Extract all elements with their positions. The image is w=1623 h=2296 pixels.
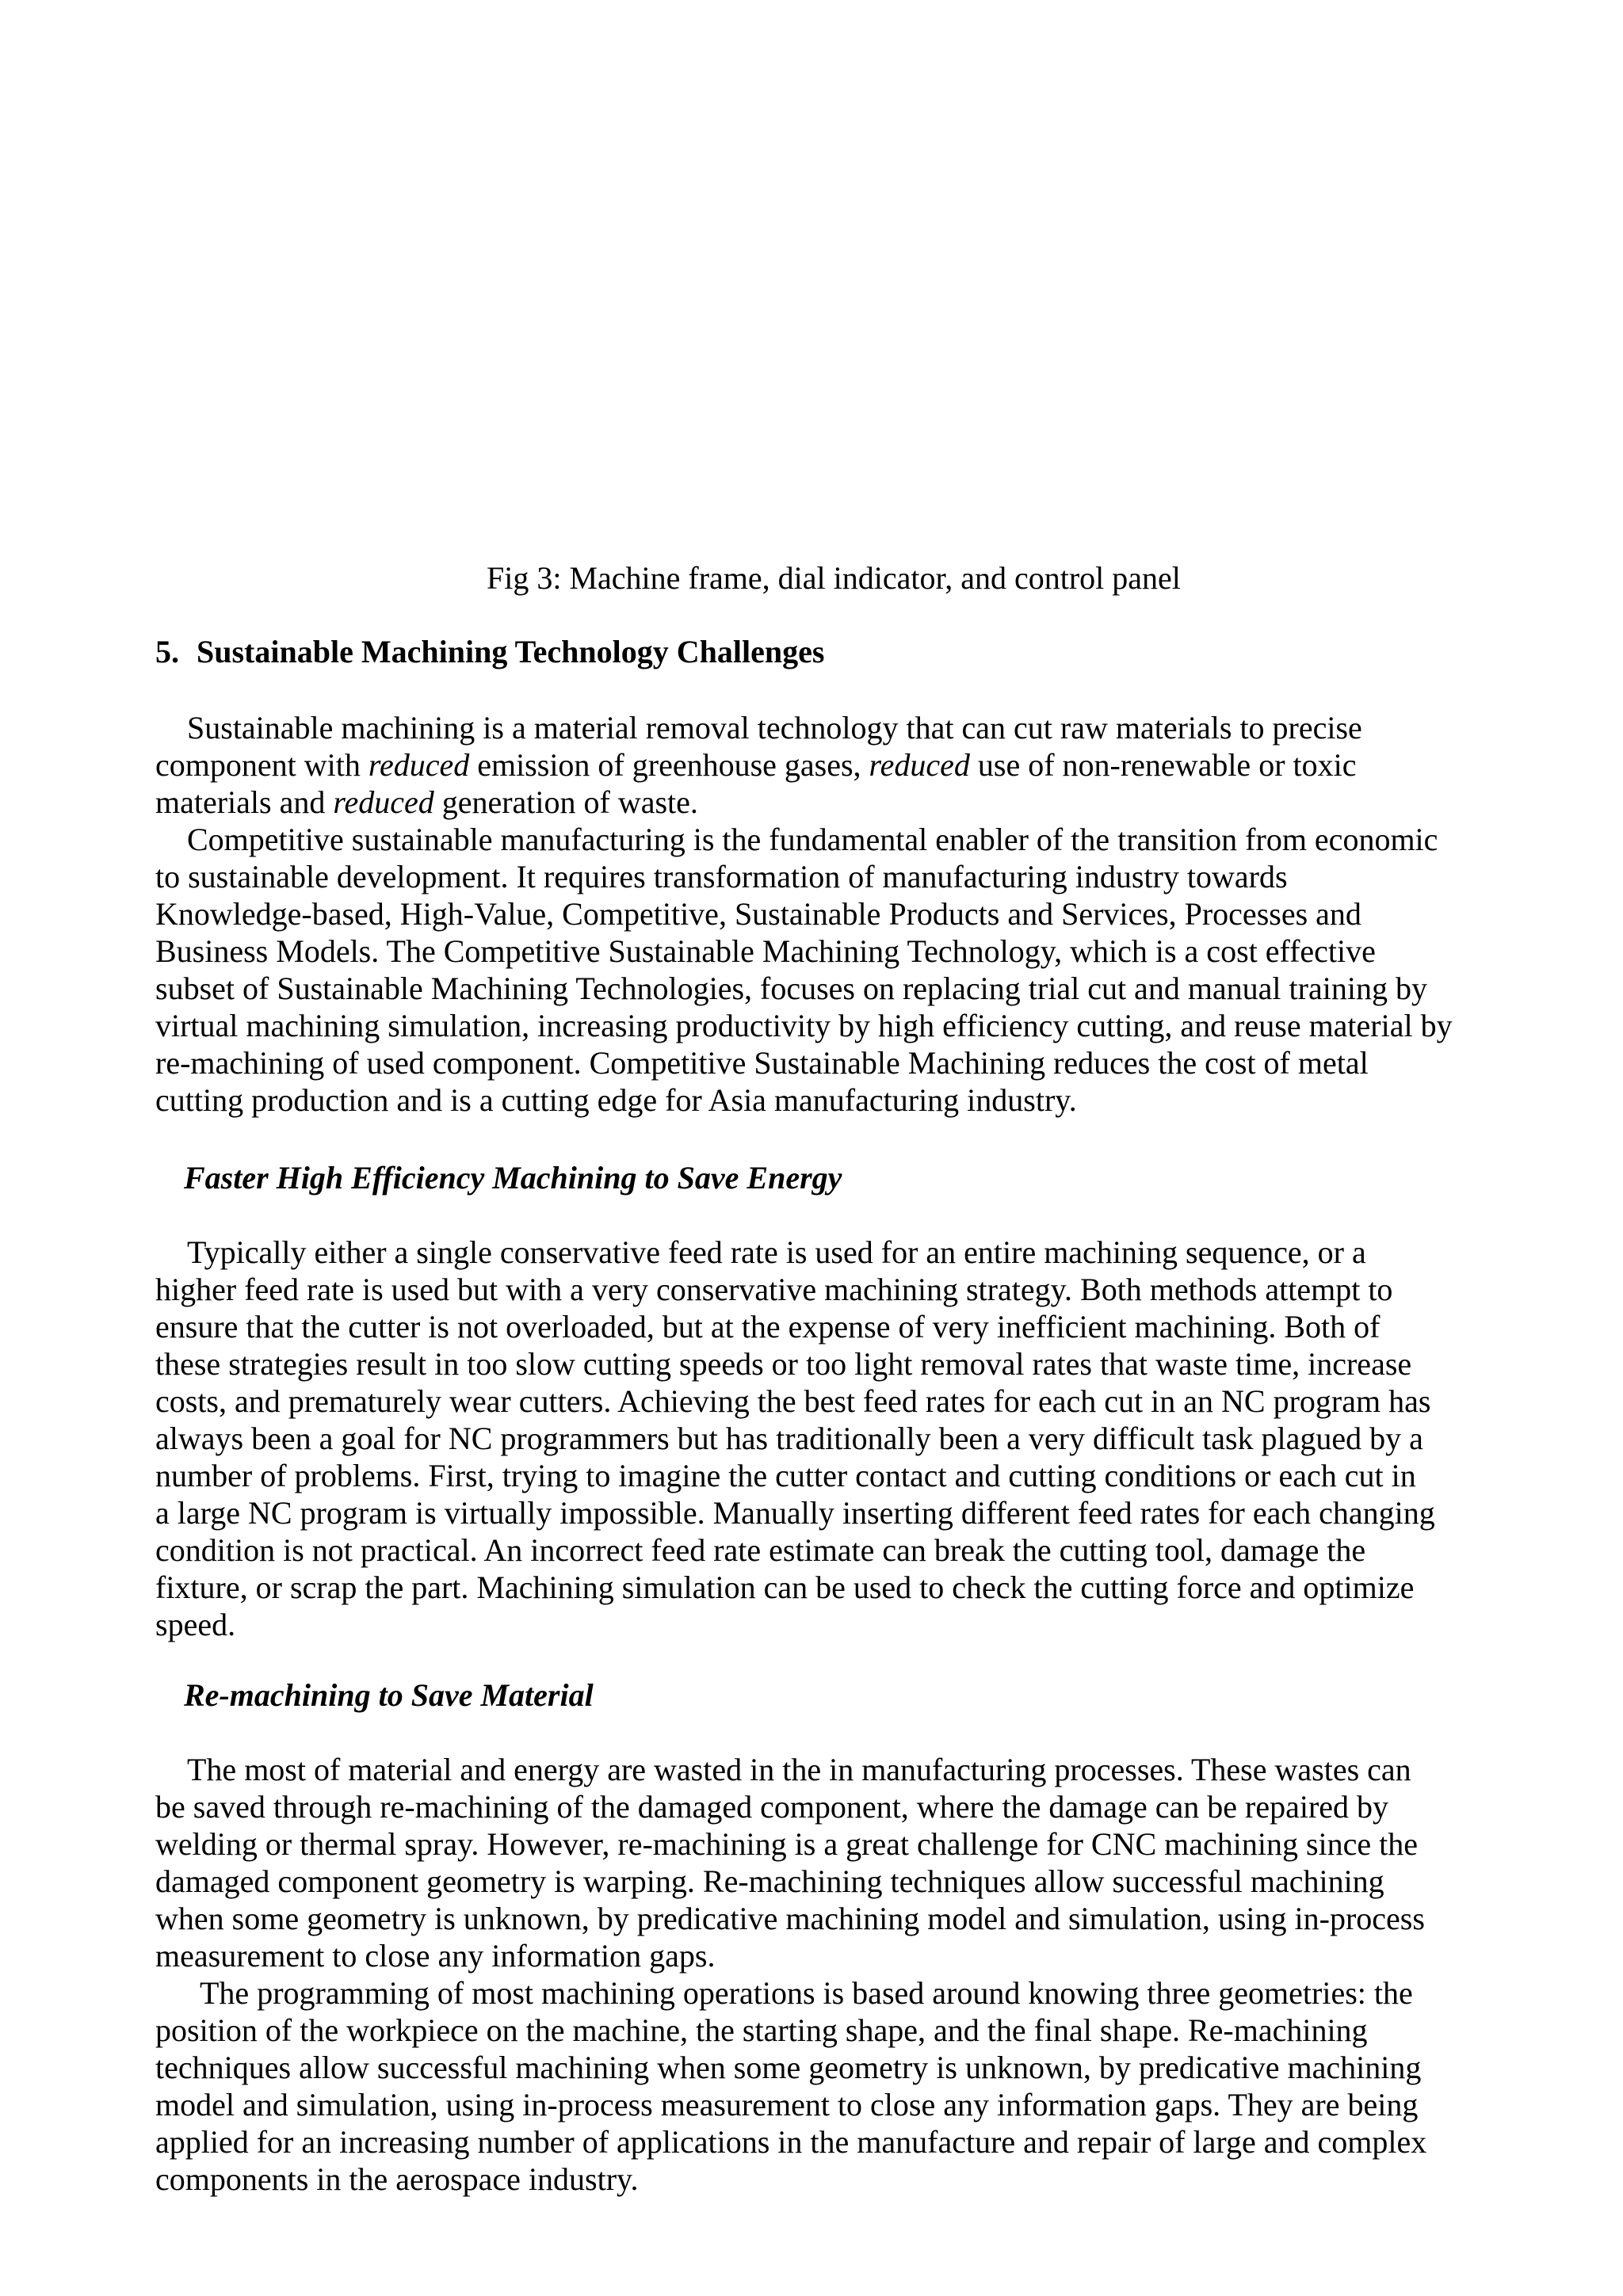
text-line: be saved through re-machining of the damaged component, where the damage can be repaired by: [155, 1789, 1389, 1825]
text-line: The most of material and energy are wasted in the in manufacturing processes. These wastes can: [187, 1752, 1411, 1787]
text-line: model and simulation, using in-process measurement to close any information gaps. They are being: [155, 2087, 1419, 2122]
text-line: fixture, or scrap the part. Machining simulation can be used to check the cutting force and optimize: [155, 1569, 1415, 1605]
text-line: ensure that the cutter is not overloaded, but at the expense of very inefficient machining. Both of: [155, 1309, 1381, 1344]
subsection1-paragraph: [155, 1234, 1487, 1643]
text-line: damaged component geometry is warping. Re-machining techniques allow successful machining: [155, 1863, 1384, 1899]
text-line: a large NC program is virtually impossible. Manually inserting different feed rates for each changing: [155, 1495, 1435, 1531]
section-heading: [155, 632, 824, 672]
text-line: higher feed rate is used but with a very conservative machining strategy. Both methods attempt to: [155, 1272, 1393, 1307]
intro-paragraph-1: [155, 709, 1487, 821]
text-line: Competitive sustainable manufacturing is the fundamental enabler of the transition from economic: [187, 822, 1438, 857]
text-line: The programming of most machining operations is based around knowing three geometries: the: [200, 1975, 1413, 2011]
text-line: cutting production and is a cutting edge for Asia manufacturing industry.: [155, 1082, 1077, 1118]
text-line: subset of Sustainable Machining Technologies, focuses on replacing trial cut and manual training by: [155, 971, 1427, 1006]
text-line: Sustainable machining is a material removal technology that can cut raw materials to precise: [187, 710, 1362, 746]
text-line: applied for an increasing number of applications in the manufacture and repair of large and complex: [155, 2124, 1427, 2160]
text-line: to sustainable development. It requires transformation of manufacturing industry towards: [155, 859, 1288, 894]
emphasis: reduced: [333, 784, 434, 820]
text-line: Knowledge-based, High-Value, Competitive, Sustainable Products and Services, Processes and: [155, 896, 1361, 932]
text-line: re-machining of used component. Competitive Sustainable Machining reduces the cost of metal: [155, 1045, 1369, 1081]
text-line: techniques allow successful machining when some geometry is unknown, by predicative machining: [155, 2050, 1422, 2085]
text-line: these strategies result in too slow cutting speeds or too light removal rates that waste time, increase: [155, 1346, 1412, 1382]
figure-placeholder: [155, 0, 1471, 547]
subsection2-paragraph-1: [155, 1751, 1487, 1974]
text-line: condition is not practical. An incorrect feed rate estimate can break the cutting tool, damage the: [155, 1532, 1366, 1568]
text-line: position of the workpiece on the machine, the starting shape, and the final shape. Re-machining: [155, 2012, 1368, 2048]
section-title: Sustainable Machining Technology Challenges: [197, 634, 825, 669]
text-line: virtual machining simulation, increasing productivity by high efficiency cutting, and reuse material by: [155, 1008, 1453, 1043]
text-line: speed.: [155, 1607, 236, 1642]
text-line: materials and reduced generation of waste.: [155, 784, 698, 820]
text-line: Typically either a single conservative feed rate is used for an entire machining sequence, or a: [187, 1234, 1366, 1270]
text-line: welding or thermal spray. However, re-machining is a great challenge for CNC machining since the: [155, 1826, 1419, 1862]
section-number: 5.: [155, 634, 179, 669]
subsection2-paragraph-2: [155, 1974, 1487, 2198]
text-line: components in the aerospace industry.: [155, 2161, 639, 2197]
text-line: number of problems. First, trying to imagine the cutter contact and cutting conditions or each cut in: [155, 1458, 1416, 1493]
subsection-heading-remachining: Re-machining to Save Material: [184, 1677, 594, 1713]
subsection-heading-high-efficiency: Faster High Efficiency Machining to Save Energy: [184, 1160, 842, 1196]
text-line: always been a goal for NC programmers but has traditionally been a very difficult task plagued by a: [155, 1421, 1423, 1456]
text-line: component with reduced emission of greenhouse gases, reduced use of non-renewable or toxic: [155, 747, 1357, 783]
intro-paragraph-2: [155, 821, 1487, 1119]
emphasis: reduced: [368, 747, 470, 783]
text-line: measurement to close any information gaps.: [155, 1938, 716, 1974]
text-line: when some geometry is unknown, by predicative machining model and simulation, using in-process: [155, 1901, 1425, 1936]
emphasis: reduced: [869, 747, 970, 783]
text-line: Business Models. The Competitive Sustainable Machining Technology, which is a cost effective: [155, 933, 1376, 969]
figure-caption: Fig 3: Machine frame, dial indicator, and control panel: [487, 560, 1181, 596]
text-line: costs, and prematurely wear cutters. Achieving the best feed rates for each cut in an NC program has: [155, 1383, 1431, 1419]
